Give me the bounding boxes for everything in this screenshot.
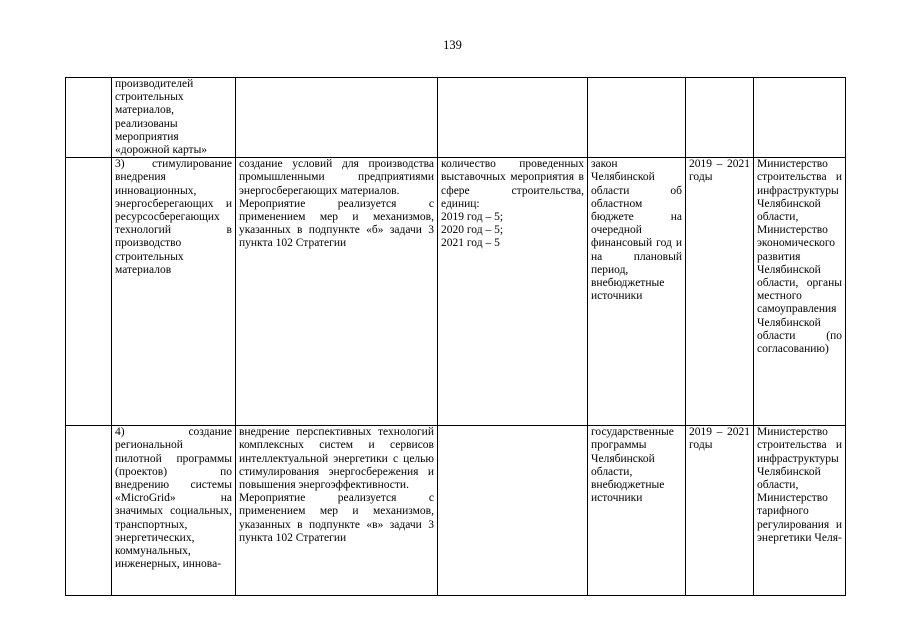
table-row [66, 158, 846, 426]
source-text: закон Челябинской области об областном бюджете на очередной финансовый год и на плановый период, внебюджетные источники [591, 158, 682, 303]
content-cell [236, 426, 438, 596]
source-cell [588, 78, 686, 158]
source-cell [588, 426, 686, 596]
executor-cell [754, 158, 846, 426]
source-text: государственные программы Челябинской области, внебюджетные источники [591, 426, 674, 505]
source-cell [588, 158, 686, 426]
indicator-text: 2019 год – 5; [441, 211, 504, 224]
indicator-cell [438, 426, 588, 596]
measure-text: 3) стимулирование внедрения инновационных, энергосберегающих и ресурсосберегающих технологий в производство строительных материалов [115, 158, 232, 276]
content-text: внедрение перспективных технологий комплексных систем и сервисов интеллектуальной энергетики с целью стимулирования энергосбережения и повышения энергоэффективности. [239, 426, 434, 492]
measure-text: производителей строительных материалов, реализованы мероприятия «дорожной карты» [115, 78, 208, 157]
content-text: Мероприятие реализуется с применением мер и механизмов, указанных в подпункте «б» задачи 3 пункта 102 Стратегии [239, 197, 434, 250]
executor-cell [754, 78, 846, 158]
empty-cell [66, 158, 112, 426]
term-cell [686, 426, 754, 596]
indicator-cell [438, 158, 588, 426]
indicator-cell [438, 78, 588, 158]
term-text: 2019 – 2021 годы [689, 158, 750, 184]
empty-cell [66, 78, 112, 158]
executor-text: Министерство строительства и инфраструктуры Челябинской области, Министерство тарифного регулирования и энергетики Челя- [757, 426, 842, 544]
term-text: 2019 – 2021 годы [689, 426, 750, 452]
measure-cell [112, 78, 236, 158]
indicator-text: количество проведенных выставочных мероприятия в сфере строительства, единиц: [441, 158, 584, 210]
term-cell [686, 78, 754, 158]
executor-cell [754, 426, 846, 596]
term-cell [686, 158, 754, 426]
executor-text: Министерство строительства и инфраструктуры Челябинской области, Министерство экономического развития Челябинской области, органы местного самоуправления Челябинской области (по согласованию) [757, 158, 842, 356]
empty-cell [66, 426, 112, 596]
measure-cell [112, 158, 236, 426]
table-row [66, 78, 846, 158]
table-row [66, 426, 846, 596]
measure-cell [112, 426, 236, 596]
content-cell [236, 78, 438, 158]
indicator-text: 2020 год – 5; [441, 224, 504, 237]
content-text: создание условий для производства промышленными предприятиями энергосберегающих материалов. [239, 158, 434, 197]
measures-table [65, 77, 846, 596]
page-number: 139 [443, 38, 462, 52]
content-text: Мероприятие реализуется с применением мер и механизмов, указанных в подпункте «в» задачи 3 пункта 102 Стратегии [239, 492, 434, 544]
indicator-text: 2021 год – 5 [441, 237, 500, 250]
measure-text: 4) создание региональной пилотной программы (проектов) по внедрению системы «MicroGrid» на значимых социальных, транспортных, энергетических, коммунальных, инженерных, иннова- [115, 426, 232, 571]
content-cell [236, 158, 438, 426]
